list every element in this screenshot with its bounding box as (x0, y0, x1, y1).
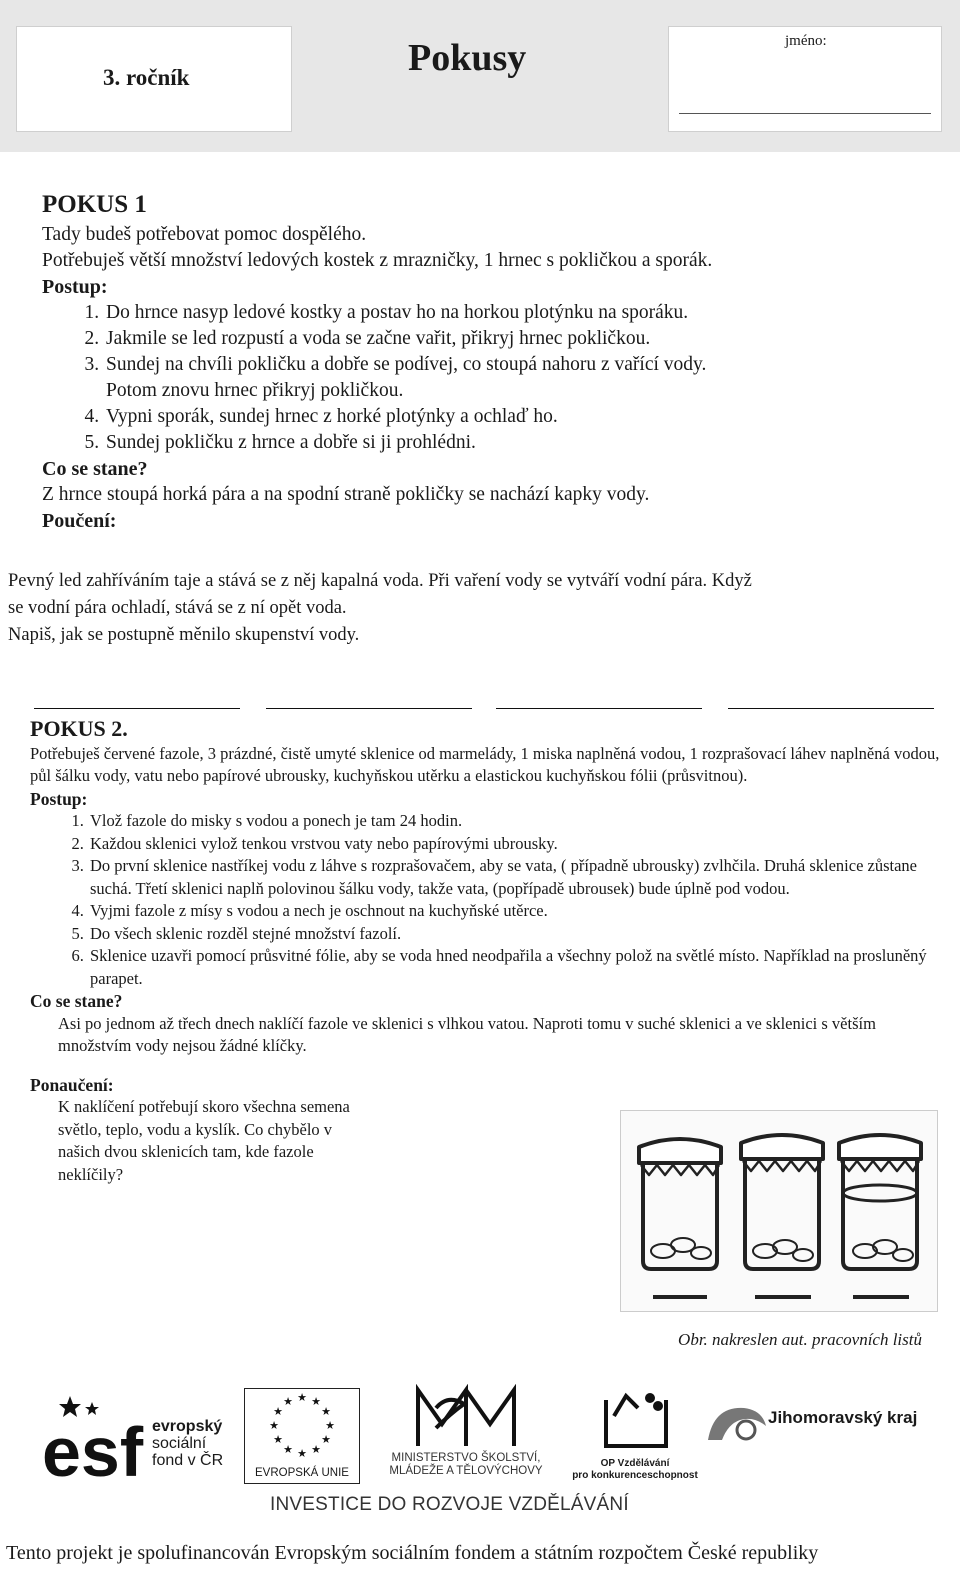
answer-blank[interactable] (266, 708, 472, 709)
lesson-line: Pevný led zahříváním taje a stává se z něj kapalná voda. Při vaření vody se vytváří vodní pára. Když (8, 571, 752, 591)
eu-stars-icon (245, 1389, 359, 1461)
pokus1-intro2: Potřebuješ větší množství ledových kostek z mrazničky, 1 hrnec s pokličkou a sporák. (42, 250, 713, 271)
name-label: jméno: (785, 33, 827, 49)
svg-text:★: ★ (297, 1391, 307, 1404)
jars-drawing (621, 1111, 937, 1311)
svg-text:★: ★ (311, 1443, 321, 1456)
illustration-caption: Obr. nakreslen aut. pracovních listů (678, 1330, 922, 1349)
pokus2-steps (30, 810, 950, 990)
esf-line: sociální (152, 1435, 207, 1452)
page-title: Pokusy (408, 37, 527, 79)
list-item: 2. Každou sklenici vylož tenkou vrstvou vaty nebo papírovými ubrousky. (88, 833, 950, 856)
jmk-logo (704, 1400, 944, 1450)
svg-text:★: ★ (273, 1433, 283, 1446)
msmt-mark-icon (366, 1384, 566, 1450)
svg-text:★: ★ (321, 1405, 331, 1418)
svg-text:★: ★ (269, 1419, 279, 1432)
header-band (0, 0, 960, 152)
list-item: 5. Sundej pokličku z hrnce a dobře si ji prohlédni. (104, 430, 902, 456)
esf-mark-icon (40, 1388, 150, 1480)
pokus2-heading: POKUS 2. (30, 716, 128, 741)
pokus1-steps (42, 300, 902, 456)
pokus2-result-label: Co se stane? (30, 991, 123, 1011)
pokus2-result: Asi po jednom až třech dnech naklíčí fazole ve sklenici s vlhkou vatou. Naproti tomu v suché sklenici a ve sklenici s větším množstvím vody nejsou žádné klíčky. (58, 1013, 876, 1055)
eu-logo (244, 1388, 360, 1484)
msmt-line: MINISTERSTVO ŠKOLSTVÍ, (391, 1452, 541, 1464)
investice-tagline: INVESTICE DO ROZVOJE VZDĚLÁVÁNÍ (270, 1494, 629, 1515)
jmk-text: Jihomoravský kraj (768, 1408, 918, 1427)
pokus1-heading: POKUS 1 (42, 191, 147, 218)
esf-text (152, 1418, 223, 1469)
esf-line: evropský (152, 1418, 223, 1435)
footer-note: Tento projekt je spolufinancován Evropským sociálním fondem a státním rozpočtem České republiky (6, 1542, 819, 1564)
svg-text:★: ★ (297, 1447, 307, 1460)
list-item: 6. Sklenice uzavři pomocí průsvitné fólie, aby se voda hned neodpařila a všechny polož na světlé místo. Například na prosluněný parapet. (88, 945, 950, 990)
answer-blank[interactable] (496, 708, 702, 709)
step-text: Sundej na chvíli pokličku a dobře se podívej, co stoupá nahoru z vařící vody. (106, 354, 707, 375)
jmk-mark-icon (704, 1400, 768, 1446)
grade-box (16, 26, 292, 132)
list-item: 1. Vlož fazole do misky s vodou a ponech je tam 24 hodin. (88, 810, 950, 833)
op-logo (570, 1386, 700, 1484)
list-item (104, 352, 902, 404)
lesson-text (8, 568, 956, 649)
pokus1-result: Z hrnce stoupá horká pára a na spodní straně pokličky se nachází kapky vody. (42, 484, 650, 505)
msmt-line: MLÁDEŽE A TĚLOVÝCHOVY (389, 1465, 543, 1477)
answer-blank[interactable] (728, 708, 934, 709)
pokus1-postup-label: Postup: (42, 276, 108, 298)
grade-label: 3. ročník (103, 65, 190, 90)
list-item: 4. Vypni sporák, sundej hrnec z horké plotýnky a ochlaď ho. (104, 404, 902, 430)
op-line: OP Vzdělávání (600, 1458, 670, 1469)
svg-text:★: ★ (321, 1433, 331, 1446)
pokus1-intro1: Tady budeš potřebovat pomoc dospělého. (42, 224, 367, 245)
pokus1-section (42, 192, 902, 534)
op-text (570, 1458, 700, 1482)
esf-line: fond v ČR (152, 1452, 224, 1469)
pokus2-postup-label: Postup: (30, 788, 88, 809)
answer-blank[interactable] (34, 708, 240, 709)
answer-blanks (0, 700, 960, 714)
pokus2-intro: Potřebuješ červené fazole, 3 prázdné, čistě umyté sklenice od marmelády, 1 miska naplněná vodou, 1 rozprašovací láhev naplněná vodou, půl šálku vody, vatu nebo papírové ubrousky, kuchyňskou utěrku a elastickou kuchyňskou fólii (průsvitnou). (30, 743, 940, 785)
list-item: 1. Do hrnce nasyp ledové kostky a postav ho na horkou plotýnku na sporáku. (104, 300, 902, 326)
pokus1-result-label: Co se stane? (42, 458, 148, 480)
svg-text:esf: esf (42, 1413, 144, 1480)
pokus1-lesson-label: Poučení: (42, 510, 117, 532)
svg-text:★: ★ (273, 1405, 283, 1418)
esf-logo (40, 1388, 240, 1480)
step-text-cont: Potom znovu hrnec přikryj pokličkou. (106, 380, 404, 401)
eu-text: EVROPSKÁ UNIE (255, 1467, 349, 1479)
lesson-line: se vodní pára ochladí, stává se z ní opět voda. (8, 598, 347, 618)
lesson-instruction: Napiš, jak se postupně měnilo skupenství vody. (8, 625, 360, 645)
svg-text:★: ★ (311, 1395, 321, 1408)
list-item: 3. Do první sklenice nastříkej vodu z láhve s rozprašovačem, aby se vata, ( případně ubrousky) zvlhčila. Druhá sklenice zůstane suchá. Třetí sklenici naplň polovinou šálku vody, takže vata, (popřípadě ubrousek) bude úplně pod vodou. (88, 855, 950, 900)
logos-strip (0, 1380, 960, 1520)
svg-text:★: ★ (325, 1419, 335, 1432)
name-box (668, 26, 942, 132)
jars-illustration (620, 1110, 938, 1312)
list-item: 5. Do všech sklenic rozděl stejné množství fazolí. (88, 923, 950, 946)
list-item: 2. Jakmile se led rozpustí a voda se začne vařit, přikryj hrnec pokličkou. (104, 326, 902, 352)
pokus2-lesson: K naklíčení potřebují skoro všechna semena světlo, teplo, vodu a kyslík. Co chybělo v našich dvou sklenicích tam, kde fazole neklíčily? (58, 1097, 350, 1184)
msmt-logo (366, 1384, 566, 1484)
pokus2-lesson-label: Ponaučení: (30, 1074, 114, 1095)
msmt-text (366, 1452, 566, 1478)
svg-text:★: ★ (283, 1395, 293, 1408)
svg-text:★: ★ (283, 1443, 293, 1456)
op-mark-icon (570, 1386, 700, 1456)
op-line: pro konkurenceschopnost (572, 1470, 698, 1481)
name-line[interactable] (679, 113, 931, 114)
list-item: 4. Vyjmi fazole z mísy s vodou a nech je oschnout na kuchyňské utěrce. (88, 900, 950, 923)
